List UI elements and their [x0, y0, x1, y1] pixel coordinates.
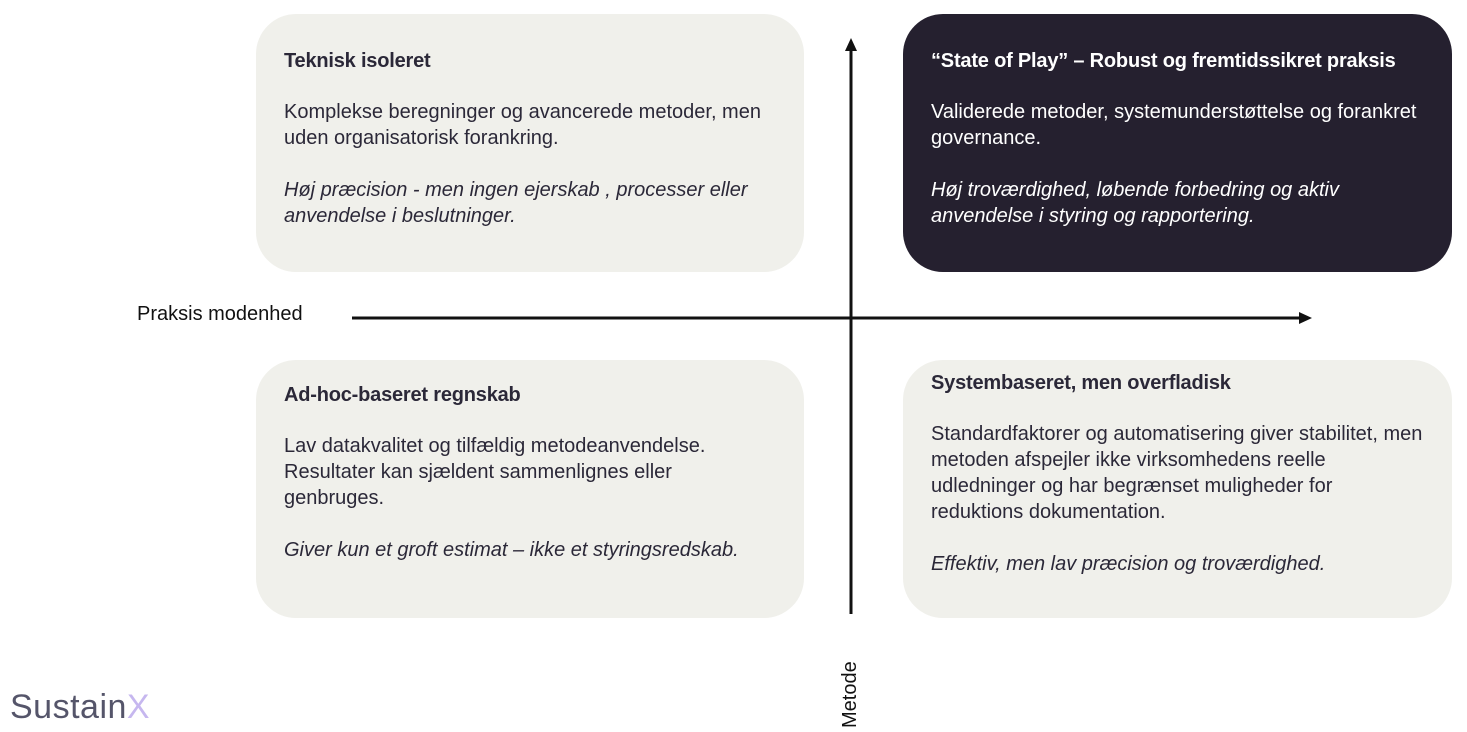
quadrant-systembaseret: [903, 360, 1452, 618]
logo-text: Sustain: [10, 688, 127, 726]
quadrant-title: Teknisk isoleret: [284, 50, 431, 72]
quadrant-note: Effektiv, men lav præcision og troværdighed.: [931, 553, 1326, 575]
quadrant-note: Høj troværdighed, løbende forbedring og aktiv anvendelse i styring og rapportering.: [931, 179, 1339, 227]
quadrant-title: “State of Play” – Robust og fremtidssikret praksis: [931, 50, 1396, 72]
quadrant-description: Lav datakvalitet og tilfældig metodeanvendelse. Resultater kan sjældent sammenlignes eller genbruges.: [284, 435, 706, 509]
sustainx-logo: [10, 688, 150, 727]
quadrant-title: Ad-hoc-baseret regnskab: [284, 384, 521, 406]
quadrant-note: Giver kun et groft estimat – ikke et styringsredskab.: [284, 539, 739, 561]
quadrant-teknisk-isoleret: [256, 14, 804, 272]
quadrant-state-of-play: [903, 14, 1452, 272]
quadrant-description: Standardfaktorer og automatisering giver stabilitet, men metoden afspejler ikke virksomhedens reelle udledninger og har begrænset muligheder for reduktions dokumentation.: [931, 423, 1423, 523]
quadrant-description: Validerede metoder, systemunderstøttelse og forankret governance.: [931, 101, 1417, 149]
logo-accent: X: [126, 688, 151, 726]
y-axis-label: Metode: [839, 661, 861, 728]
y-axis-arrow: [845, 38, 857, 51]
quadrant-ad-hoc: [256, 360, 804, 618]
quadrant-note: Høj præcision - men ingen ejerskab , processer eller anvendelse i beslutninger.: [284, 179, 748, 227]
x-axis-arrow: [1299, 312, 1312, 324]
x-axis-label: Praksis modenhed: [137, 303, 303, 325]
quadrant-description: Komplekse beregninger og avancerede metoder, men uden organisatorisk forankring.: [284, 101, 761, 149]
quadrant-title: Systembaseret, men overfladisk: [931, 372, 1231, 394]
